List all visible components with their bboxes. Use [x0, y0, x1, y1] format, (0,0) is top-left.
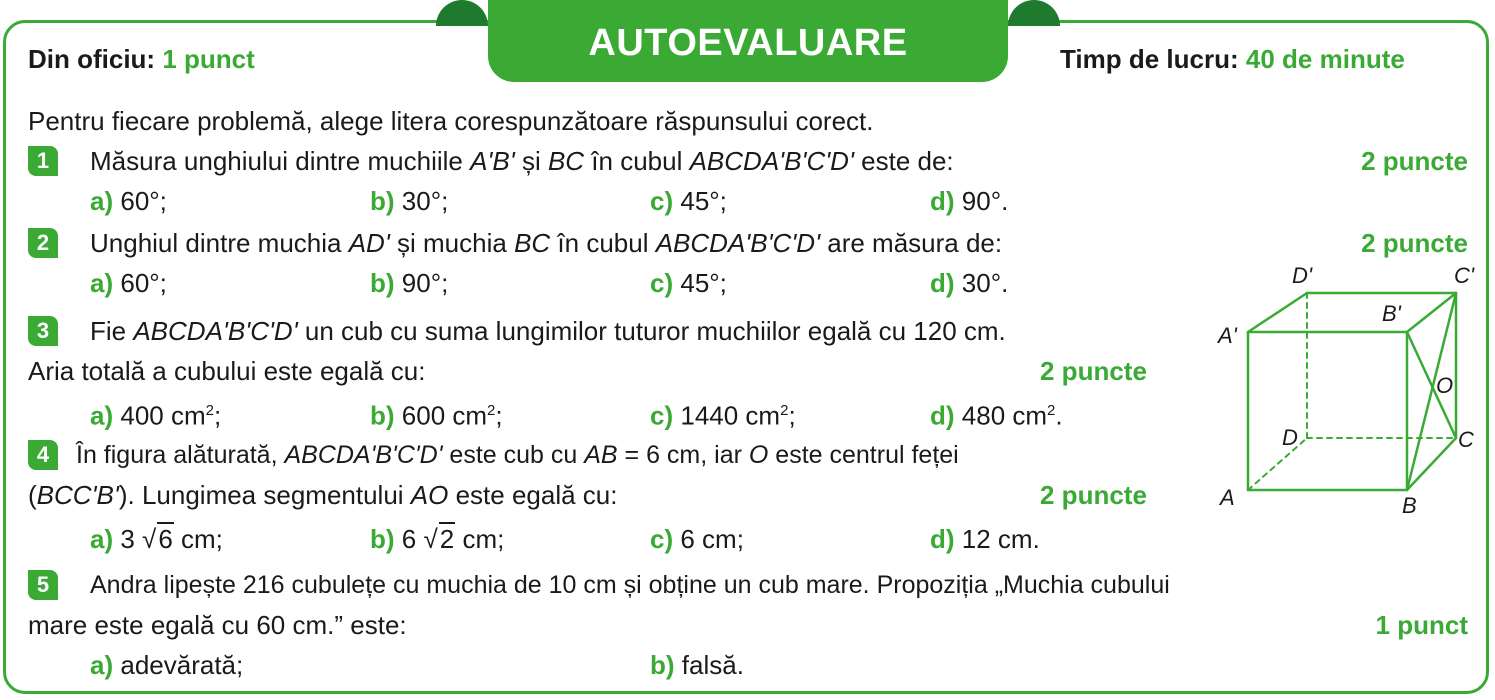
problem-number-4: 4	[28, 440, 58, 470]
sqrt-symbol: √6	[142, 524, 173, 554]
problem-5-text: Andra lipește 216 cubulețe cu muchia de 10 cm și obține un cub mare. Propoziția „Muchia cubului	[90, 571, 1170, 599]
label-O: O	[1436, 373, 1454, 398]
problem-number-1: 1	[28, 146, 58, 176]
problem-5-option-b[interactable]: b) falsă.	[650, 650, 744, 680]
work-time-value: 40 de minute	[1245, 44, 1405, 74]
problem-2-points: 2 puncte	[1361, 228, 1468, 258]
sqrt-symbol: √2	[423, 524, 455, 554]
problem-5-text-line2: mare este egală cu 60 cm.” este:	[28, 610, 407, 640]
problem-4-text-line2: (BCC'B'). Lungimea segmentului AO este egală cu:	[28, 480, 618, 510]
problem-2-option-d[interactable]: d) 30°.	[930, 268, 1009, 298]
problem-3-option-b[interactable]: b) 600 $cm^2$;	[370, 400, 503, 431]
problem-2-text: Unghiul dintre muchia AD' și muchia BC în cubul ABCDA'B'C'D' are măsura de:	[90, 228, 1003, 258]
problem-number-2: 2	[28, 228, 58, 258]
label-A: A	[1220, 485, 1235, 510]
problem-1-option-c[interactable]: c) 45°;	[650, 186, 727, 216]
problem-1-option-a[interactable]: a) 60°;	[90, 186, 167, 216]
tab-right-ornament	[1008, 0, 1060, 26]
problem-4-text: În figura alăturată, ABCDA'B'C'D' este cub cu AB = 6 cm, iar O este centrul feței	[76, 441, 959, 469]
problem-3-option-a[interactable]: a) 400 $cm^2$;	[90, 400, 222, 431]
problem-3-option-d[interactable]: d) 480 $cm^2$.	[930, 400, 1063, 431]
label-D-prime: D'	[1292, 263, 1313, 288]
problem-1-points: 2 puncte	[1361, 146, 1468, 176]
problem-3-option-c[interactable]: c) 1440 $cm^2$;	[650, 400, 796, 431]
label-D: D	[1282, 425, 1298, 450]
problem-number-3: 3	[28, 316, 58, 346]
problem-5-option-a[interactable]: a) adevărată;	[90, 650, 244, 680]
label-A-prime: A'	[1218, 323, 1237, 348]
default-points-value: 1 punct	[162, 44, 255, 74]
problem-5-points: 1 punct	[1375, 610, 1468, 640]
problem-4-points: 2 puncte	[1040, 480, 1147, 510]
problem-4-option-d[interactable]: d) 12 cm.	[930, 524, 1040, 554]
cube-figure	[1210, 255, 1480, 520]
problem-number-5: 5	[28, 570, 58, 600]
instruction: Pentru fiecare problemă, alege litera corespunzătoare răspunsului corect.	[28, 106, 874, 136]
default-points-label: Din oficiu:	[28, 44, 156, 74]
label-B: B	[1402, 493, 1417, 518]
edge-AD	[1248, 438, 1307, 490]
problem-4-option-a[interactable]: a) 3 √6 cm;	[90, 524, 223, 554]
edge-A'D'	[1248, 293, 1307, 332]
problem-1-option-b[interactable]: b) 30°;	[370, 186, 449, 216]
problem-3-points: 2 puncte	[1040, 356, 1147, 386]
default-points	[28, 44, 255, 75]
problem-1-option-d[interactable]: d) 90°.	[930, 186, 1009, 216]
problem-4-option-c[interactable]: c) 6 cm;	[650, 524, 744, 554]
problem-2-option-a[interactable]: a) 60°;	[90, 268, 167, 298]
problem-4-option-b[interactable]: b) 6 √2 cm;	[370, 524, 505, 554]
work-time	[1060, 44, 1405, 75]
label-C-prime: C'	[1454, 263, 1475, 288]
label-B-prime: B'	[1382, 301, 1401, 326]
label-C: C	[1458, 427, 1474, 452]
problem-3-text-line2: Aria totală a cubului este egală cu:	[28, 356, 426, 386]
problem-2-option-c[interactable]: c) 45°;	[650, 268, 727, 298]
tab-left-ornament	[436, 0, 488, 26]
problem-3-text: Fie ABCDA'B'C'D' un cub cu suma lungimilor tuturor muchiilor egală cu 120 cm.	[90, 316, 1006, 346]
page-title: AUTOEVALUARE	[488, 0, 1008, 82]
problem-1-text: Măsura unghiului dintre muchiile A'B' și BC în cubul ABCDA'B'C'D' este de:	[90, 146, 954, 176]
work-time-label: Timp de lucru:	[1060, 44, 1239, 74]
problem-2-option-b[interactable]: b) 90°;	[370, 268, 449, 298]
